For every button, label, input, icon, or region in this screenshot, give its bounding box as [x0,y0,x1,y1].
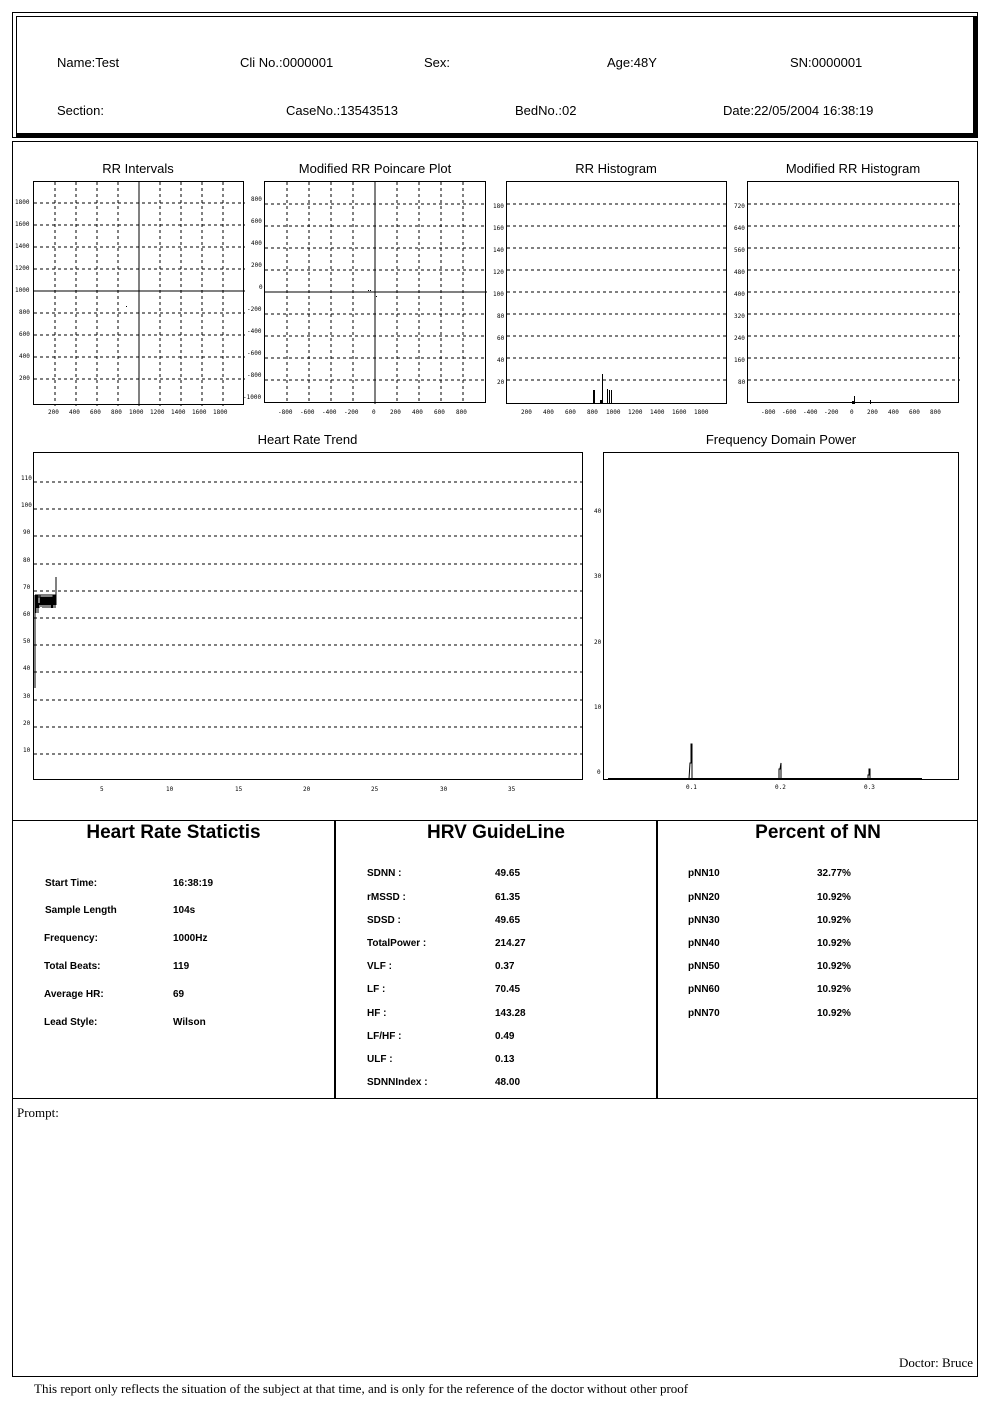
y-tick: 30 [23,693,31,700]
hrv-label: TotalPower : [367,938,427,949]
y-tick: 240 [734,335,745,342]
percent-of-nn [658,821,978,1098]
x-tick: 25 [371,786,379,793]
x-tick: 200 [48,409,59,416]
y-tick: 1800 [15,199,30,206]
hrv-label: ULF : [367,1054,393,1065]
percent-of-nn-title: Percent of NN [755,822,881,843]
rr-histogram-bars [507,182,728,405]
hrv-guideline [336,821,658,1098]
stat-value: Wilson [173,1017,206,1028]
y-tick: 400 [251,240,262,247]
x-tick: 400 [543,409,554,416]
x-tick: 200 [521,409,532,416]
y-tick: 200 [19,375,30,382]
y-tick: 180 [493,203,504,210]
y-tick: -1000 [243,394,262,401]
stat-label: Total Beats: [44,961,101,972]
rr-intervals-grid [34,182,245,406]
x-tick: 0.2 [775,784,786,791]
y-tick: 1600 [15,221,30,228]
freq-power-line [604,453,960,781]
stat-label: Start Time: [45,878,98,889]
hrv-label: SDSD : [367,915,401,926]
hrv-label: VLF : [367,961,392,972]
stat-label: Lead Style: [44,1017,98,1028]
y-tick: 560 [734,247,745,254]
x-tick: 600 [90,409,101,416]
x-tick: 600 [909,409,920,416]
y-tick: 20 [497,379,505,386]
pnn-label: pNN50 [688,961,720,972]
statistics-panel [12,820,978,1099]
y-tick: 80 [23,557,31,564]
hrv-value: 214.27 [495,938,526,949]
hrv-label: SDNNIndex : [367,1077,428,1088]
charts-panel [12,141,978,821]
pnn-value: 10.92% [817,892,851,903]
clinic-number: Cli No.:0000001 [240,55,334,70]
y-tick: 600 [19,331,30,338]
hrv-value: 0.13 [495,1054,515,1065]
pnn-value: 10.92% [817,961,851,972]
rr-histogram-chart [506,181,727,404]
patient-sex: Sex: [424,55,451,70]
x-tick: 1000 [129,409,144,416]
hr-trend-chart [33,452,583,780]
y-tick: 0 [597,769,601,776]
patient-name: Name:Test [57,55,120,70]
x-tick: 0.1 [686,784,697,791]
pnn-label: pNN70 [688,1008,720,1019]
pnn-label: pNN20 [688,892,720,903]
y-tick: 480 [734,269,745,276]
x-tick: 1400 [650,409,665,416]
x-tick: 1400 [171,409,186,416]
x-tick: 800 [111,409,122,416]
hrv-value: 70.45 [495,984,521,995]
x-tick: 15 [235,786,243,793]
x-tick: 20 [303,786,311,793]
stat-label: Sample Length [45,905,117,916]
x-tick: 0 [850,409,854,416]
hrv-label: HF : [367,1008,387,1019]
hr-trend-line [34,453,584,781]
freq-power-chart [603,452,959,780]
y-tick: 640 [734,225,745,232]
y-tick: 600 [251,218,262,225]
prompt-label: Prompt: [17,1105,59,1120]
hrv-value: 0.49 [495,1031,515,1042]
report-date: Date:22/05/2004 16:38:19 [723,103,874,118]
case-number: CaseNo.:13543513 [286,103,399,118]
pnn-value: 10.92% [817,984,851,995]
hrv-value: 61.35 [495,892,521,903]
y-tick: 120 [493,269,504,276]
y-tick: 400 [734,291,745,298]
x-tick: -800 [278,409,293,416]
pnn-value: 10.92% [817,915,851,926]
y-tick: 1200 [15,265,30,272]
y-tick: 800 [251,196,262,203]
mod-rr-histogram-bars [748,182,960,404]
y-tick: -400 [247,328,262,335]
y-tick: 40 [497,357,505,364]
y-tick: 60 [497,335,505,342]
pnn-value: 10.92% [817,1008,851,1019]
doctor-signature: Doctor: Bruce [898,1355,973,1370]
y-tick: 20 [23,720,31,727]
pnn-label: pNN60 [688,984,720,995]
mod-rr-histogram-chart [747,181,959,403]
hrv-value: 0.37 [495,961,515,972]
y-tick: 50 [23,638,31,645]
report-disclaimer: This report only reflects the situation of the subject at that time, and is only for the reference of the doctor without other proof [34,1381,689,1396]
pnn-label: pNN40 [688,938,720,949]
y-tick: 80 [497,313,505,320]
y-tick: -600 [247,350,262,357]
y-tick: 20 [594,639,602,646]
hrv-label: LF : [367,984,386,995]
y-tick: 10 [594,704,602,711]
x-tick: -200 [824,409,839,416]
y-tick: 1000 [15,287,30,294]
y-tick: 320 [734,313,745,320]
patient-header [12,12,978,138]
y-tick: 0 [259,284,263,291]
serial-number: SN:0000001 [790,55,863,70]
y-tick: 30 [594,573,602,580]
y-tick: 100 [21,502,32,509]
x-tick: 35 [508,786,516,793]
y-tick: 110 [21,475,32,482]
x-tick: -400 [803,409,818,416]
stat-label: Frequency: [44,933,98,944]
y-tick: 60 [23,611,31,618]
x-tick: 400 [69,409,80,416]
pnn-value: 10.92% [817,938,851,949]
x-tick: 1600 [192,409,207,416]
rr-intervals-title: RR Intervals [102,161,174,176]
hrv-value: 143.28 [495,1008,526,1019]
hrv-label: SDNN : [367,868,402,879]
x-tick: -200 [344,409,359,416]
y-tick: 200 [251,262,262,269]
x-tick: 30 [440,786,448,793]
x-tick: 1600 [672,409,687,416]
y-tick: 800 [19,309,30,316]
y-tick: 70 [23,584,31,591]
pnn-value: 32.77% [817,868,851,879]
prompt-box [12,1098,978,1377]
x-tick: -800 [761,409,776,416]
x-tick: 1200 [150,409,165,416]
x-tick: 400 [412,409,423,416]
rr-histogram-title: RR Histogram [575,161,657,176]
x-tick: 10 [166,786,174,793]
x-tick: 1000 [606,409,621,416]
section: Section: [57,103,104,118]
pnn-label: pNN10 [688,868,720,879]
hrv-value: 48.00 [495,1077,521,1088]
y-tick: 40 [23,665,31,672]
x-tick: 200 [390,409,401,416]
x-tick: 600 [565,409,576,416]
hrv-label: LF/HF : [367,1031,402,1042]
y-tick: 160 [734,357,745,364]
patient-age: Age:48Y [607,55,657,70]
freq-power-title: Frequency Domain Power [705,432,857,447]
patient-header-inner-frame [16,16,977,137]
y-tick: 100 [493,291,504,298]
x-tick: -600 [782,409,797,416]
stat-value: 16:38:19 [173,878,214,889]
x-tick: -400 [322,409,337,416]
x-tick: 1800 [694,409,709,416]
heart-rate-statistics-title: Heart Rate Statictis [86,822,261,843]
x-tick: 600 [434,409,445,416]
stat-label: Average HR: [44,989,104,1000]
y-tick: 400 [19,353,30,360]
y-tick: 90 [23,529,31,536]
y-tick: 160 [493,225,504,232]
x-tick: 200 [867,409,878,416]
x-tick: 800 [587,409,598,416]
y-tick: 10 [23,747,31,754]
hrv-value: 49.65 [495,915,521,926]
x-tick: 5 [100,786,104,793]
stat-value: 1000Hz [173,933,208,944]
heart-rate-statistics [13,821,336,1098]
mod-rr-histogram-title: Modified RR Histogram [785,161,921,176]
x-tick: 400 [888,409,899,416]
rr-intervals-chart [33,181,244,405]
poincare-grid [265,182,487,404]
y-tick: 1400 [15,243,30,250]
x-tick: 0.3 [864,784,875,791]
x-tick: -600 [300,409,315,416]
hrv-guideline-title: HRV GuideLine [427,822,565,843]
x-tick: 1200 [628,409,643,416]
bed-number: BedNo.:02 [515,103,577,118]
y-tick: -200 [247,306,262,313]
x-tick: 0 [372,409,376,416]
stat-value: 119 [173,961,190,972]
x-tick: 800 [930,409,941,416]
hrv-value: 49.65 [495,868,521,879]
poincare-chart [264,181,486,403]
hrv-label: rMSSD : [367,892,406,903]
y-tick: 80 [738,379,746,386]
y-tick: -800 [247,372,262,379]
poincare-title: Modified RR Poincare Plot [298,161,452,176]
stat-value: 104s [173,905,196,916]
y-tick: 720 [734,203,745,210]
hr-trend-title: Heart Rate Trend [257,432,358,447]
y-tick: 140 [493,247,504,254]
pnn-label: pNN30 [688,915,720,926]
y-tick: 40 [594,508,602,515]
stat-value: 69 [173,989,185,1000]
x-tick: 800 [456,409,467,416]
x-tick: 1800 [213,409,228,416]
